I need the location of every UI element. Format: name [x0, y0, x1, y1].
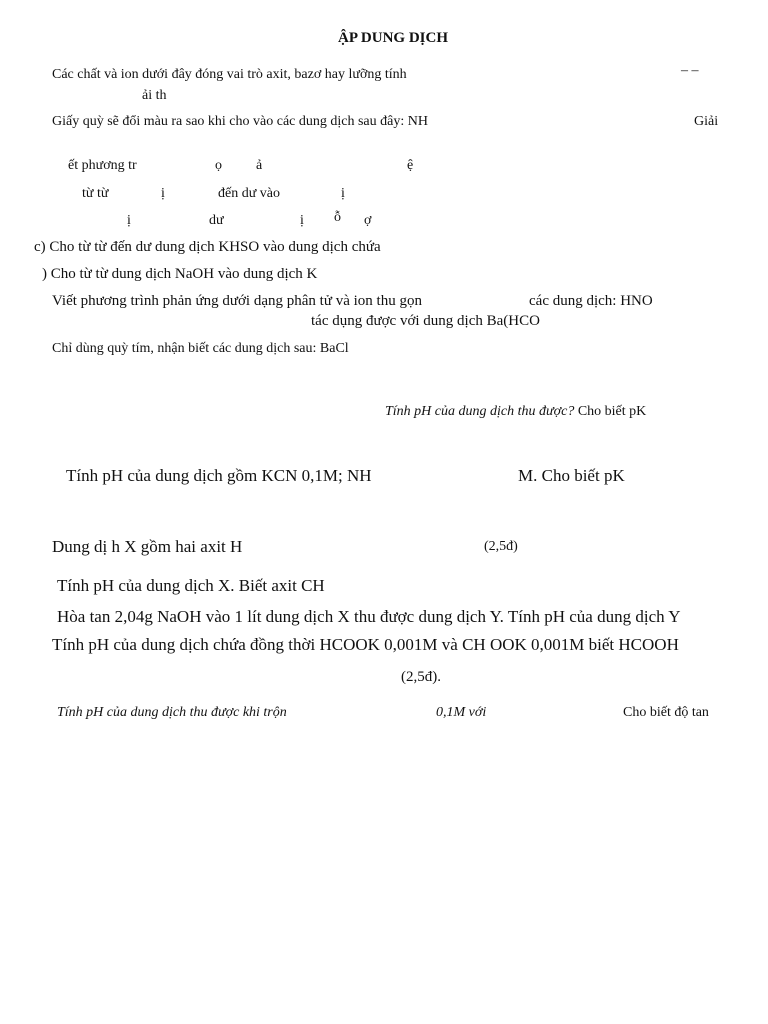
- text-line: Tính pH của dung dịch X. Biết axit CH: [57, 576, 325, 595]
- text-line: Giải: [694, 114, 719, 129]
- text-line: ợ: [364, 213, 372, 228]
- text-line: tác dụng được với dung dịch Ba(HCO: [311, 313, 540, 329]
- text-line: ết phương tr: [68, 158, 137, 173]
- text-line: M. Cho biết pK: [518, 466, 625, 485]
- text-line: ả: [256, 158, 263, 173]
- text-line: ỗ: [334, 210, 341, 225]
- text-line: Tính pH của dung dịch thu được khi trộn: [57, 705, 287, 720]
- text-line: ị: [127, 213, 131, 228]
- text-italic: Tính pH của dung dịch thu được?: [385, 404, 575, 419]
- text-line: 0,1M với: [436, 705, 487, 720]
- text-line: dư: [209, 213, 224, 228]
- page-title: ẬP DUNG DỊCH: [338, 30, 449, 46]
- text-line: ải th: [142, 88, 167, 103]
- text-line: Dung dị h X gồm hai axit H: [52, 537, 243, 556]
- text-line: Viết phương trình phản ứng dưới dạng phân tử và ion thu gọn: [52, 293, 422, 309]
- text-line: ị: [300, 213, 304, 228]
- text-line: ệ: [407, 158, 414, 173]
- text-line: (2,5đ): [484, 539, 518, 554]
- text-line: Tính pH của dung dịch gồm KCN 0,1M; NH: [66, 466, 372, 485]
- text-line: – –: [681, 63, 699, 78]
- text-line: ) Cho từ từ dung dịch NaOH vào dung dịch K: [42, 266, 318, 282]
- text-line: Các chất và ion dưới đây đóng vai trò axit, bazơ hay lưỡng tính: [52, 67, 407, 82]
- text-line: ị: [341, 186, 345, 201]
- text-line: từ từ: [82, 186, 109, 201]
- text-line: Tính pH của dung dịch chứa đồng thời HCOOK 0,001M và CH OOK 0,001M biết HCOOH: [52, 635, 679, 654]
- text-line: đến dư vào: [218, 186, 281, 201]
- text-normal: Cho biết pK: [574, 404, 647, 419]
- text-line: (2,5đ).: [401, 669, 441, 685]
- text-line: Giấy quỳ sẽ đổi màu ra sao khi cho vào các dung dịch sau đây: NH: [52, 114, 428, 129]
- text-line: [385, 405, 646, 419]
- text-line: Hòa tan 2,04g NaOH vào 1 lít dung dịch X thu được dung dịch Y. Tính pH của dung dịch Y: [57, 607, 681, 626]
- text-line: ị: [161, 186, 165, 201]
- text-line: Chỉ dùng quỳ tím, nhận biết các dung dịch sau: BaCl: [52, 341, 349, 356]
- text-line: Cho biết độ tan: [623, 705, 709, 720]
- text-line: các dung dịch: HNO: [529, 293, 653, 309]
- text-line: c) Cho từ từ đến dư dung dịch KHSO vào dung dịch chứa: [34, 239, 381, 255]
- text-line: ọ: [215, 158, 222, 173]
